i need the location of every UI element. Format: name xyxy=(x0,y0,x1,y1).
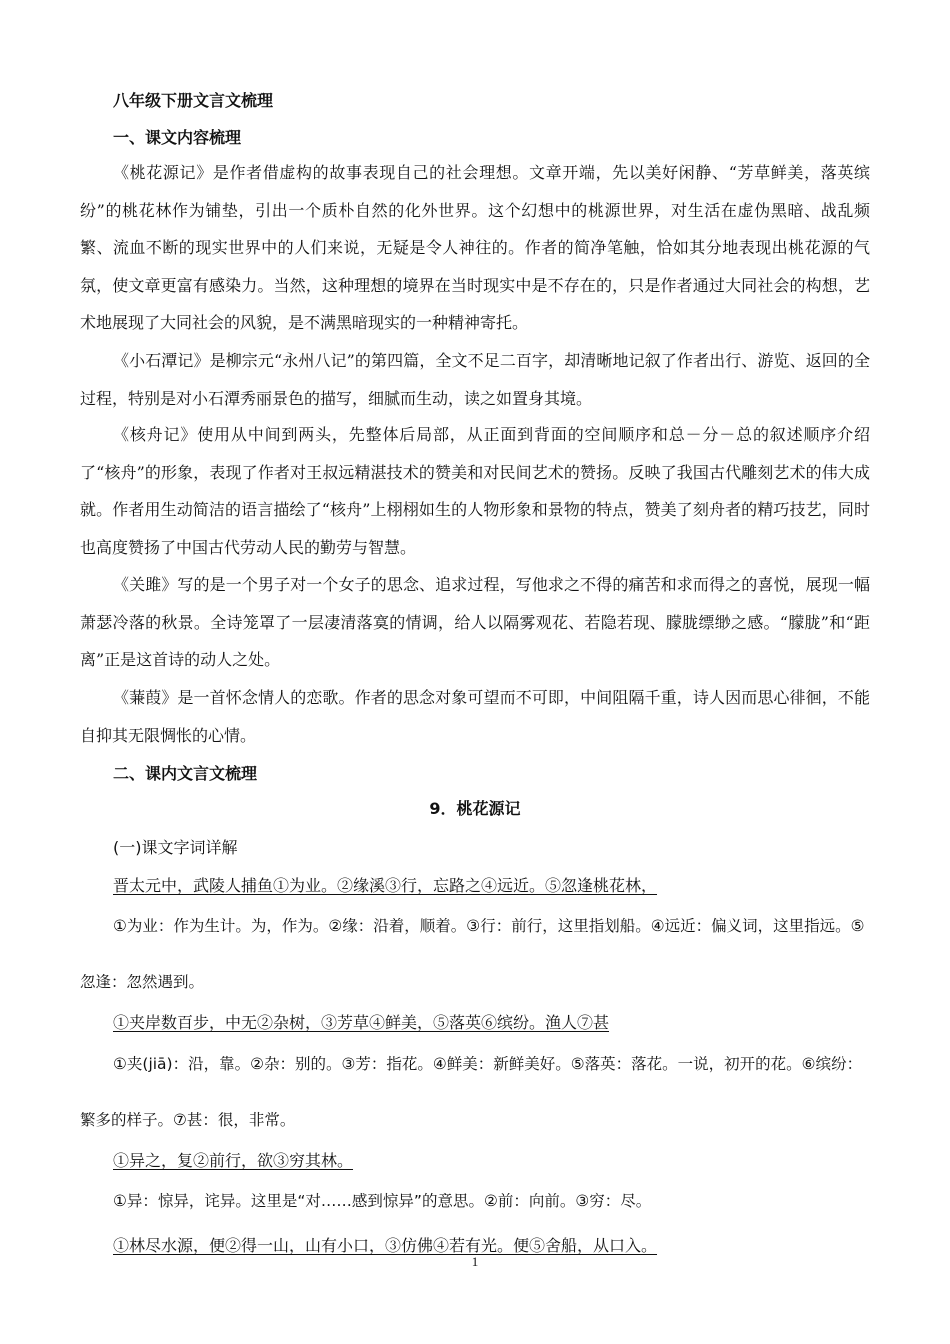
original-text-line: ①异之，复②前行，欲③穷其林。 xyxy=(113,1151,354,1170)
subheading-vocabulary: (一)课文字词详解 xyxy=(113,838,238,857)
annotation-note: ①为业：作为生计。为，作为。②缘：沿着，顺着。③行：前行，这里指划船。④远近：偏义词，这里指远。⑤忽逢：忽然遇到。 xyxy=(80,917,865,991)
page-number: 1 xyxy=(471,1254,479,1269)
summary-paragraph-jianjia: 《蒹葭》是一首怀念情人的恋歌。作者的思念对象可望而不可即，中间阻隔千重，诗人因而思心徘徊，不能自抑其无限惆怅的心情。 xyxy=(80,688,870,745)
section1-heading: 一、课文内容梳理 xyxy=(113,128,242,147)
lesson-title: 9．桃花源记 xyxy=(429,799,521,818)
summary-paragraph-hezhouji: 《核舟记》使用从中间到两头，先整体后局部，从正面到背面的空间顺序和总－分－总的叙述顺序介绍了“核舟”的形象，表现了作者对王叔远精湛技术的赞美和对民间艺术的赞扬。反映了我国古代雕刻艺术的伟大成就。作者用生动简洁的语言描绘了“核舟”上栩栩如生的人物形象和景物的特点，赞美了刻舟者的精巧技艺，同时也高度赞扬了中国古代劳动人民的勤劳与智慧。 xyxy=(80,425,870,557)
document-title: 八年级下册文言文梳理 xyxy=(113,91,274,110)
annotation-note: ①异：惊异，诧异。这里是“对……感到惊异”的意思。②前：向前。③穷：尽。 xyxy=(113,1192,652,1210)
annotation-note: ①夹(jiā)：沿，靠。②杂：别的。③芳：指花。④鲜美：新鲜美好。⑤落英：落花。一说，初开的花。⑥缤纷：繁多的样子。⑦甚：很，非常。 xyxy=(80,1055,863,1129)
section2-heading: 二、课内文言文梳理 xyxy=(113,764,258,783)
original-text-line: ①夹岸数百步，中无②杂树，③芳草④鲜美，⑤落英⑥缤纷。渔人⑦甚 xyxy=(113,1013,610,1032)
original-text-line: ①林尽水源，便②得一山，山有小口，③仿佛④若有光。便⑤舍船，从口入。 xyxy=(113,1236,658,1255)
original-text-line: 晋太元中，武陵人捕鱼①为业。②缘溪③行，忘路之④远近。⑤忽逢桃花林， xyxy=(113,876,658,895)
summary-paragraph-xiaoshitan: 《小石潭记》是柳宗元“永州八记”的第四篇，全文不足二百字，却清晰地记叙了作者出行、游览、返回的全过程，特别是对小石潭秀丽景色的描写，细腻而生动，读之如置身其境。 xyxy=(80,351,870,408)
summary-paragraph-taohuayuan: 《桃花源记》是作者借虚构的故事表现自己的社会理想。文章开端，先以美好闲静、“芳草鲜美，落英缤纷”的桃花林作为铺垫，引出一个质朴自然的化外世界。这个幻想中的桃源世界，对生活在虚伪黑暗、战乱频繁、流血不断的现实世界中的人们来说，无疑是令人神往的。作者的简净笔触，恰如其分地表现出桃花源的气氛，使文章更富有感染力。当然，这种理想的境界在当时现实中是不存在的，只是作者通过大同社会的构想，艺术地展现了大同社会的风貌，是不满黑暗现实的一种精神寄托。 xyxy=(80,163,870,332)
summary-paragraph-guanju: 《关雎》写的是一个男子对一个女子的思念、追求过程，写他求之不得的痛苦和求而得之的喜悦，展现一幅萧瑟冷落的秋景。全诗笼罩了一层凄清落寞的情调，给人以隔雾观花、若隐若现、朦胧缥缈之感。“朦胧”和“距离”正是这首诗的动人之处。 xyxy=(80,575,870,669)
